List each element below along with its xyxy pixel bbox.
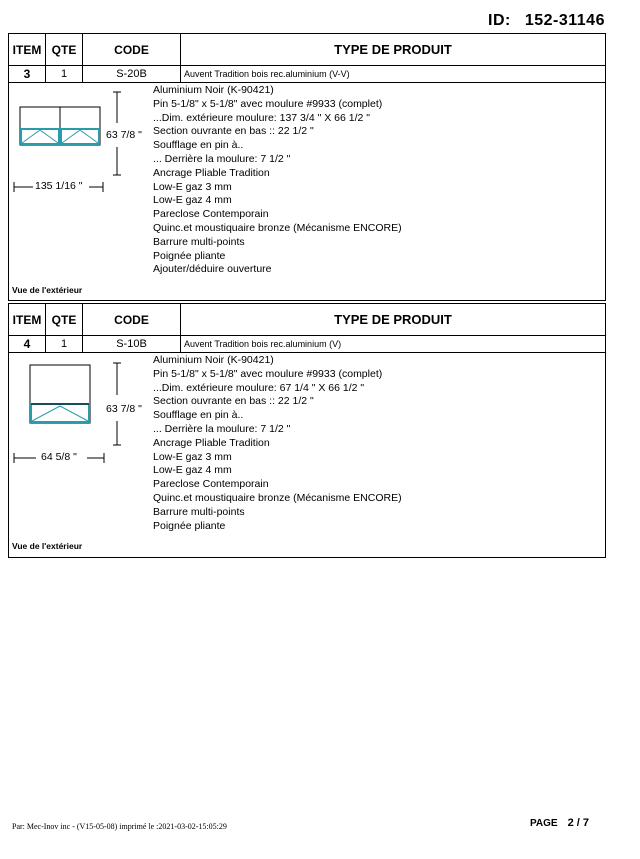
spec-line: ... Derrière la moulure: 7 1/2 " [153, 422, 291, 435]
glass-pane [31, 404, 89, 422]
item-number: 3 [9, 66, 46, 82]
spec-line: Low-E gaz 3 mm [153, 450, 232, 463]
spec-line: Pareclose Contemporain [153, 208, 269, 221]
height-dimension: 63 7/8 " [106, 129, 142, 141]
spec-line: ... Derrière la moulure: 7 1/2 " [153, 152, 291, 165]
spec-line: ...Dim. extérieure moulure: 67 1/4 " X 66 1/2 " [153, 381, 365, 394]
spec-line: Aluminium Noir (K-90421) [153, 84, 274, 96]
document-id [488, 12, 605, 30]
spec-line: Pin 5-1/8" x 5-1/8" avec moulure #9933 (complet) [153, 367, 383, 380]
glass-pane-left [21, 129, 59, 144]
spec-line: ...Dim. extérieure moulure: 137 3/4 " X 66 1/2 " [153, 111, 370, 124]
header-code: CODE [83, 34, 181, 65]
table-header [9, 34, 605, 66]
item-code: S-10B [83, 336, 181, 352]
height-dimension: 63 7/8 " [106, 403, 142, 415]
header-item: ITEM [9, 34, 46, 65]
item-section-4 [8, 303, 606, 558]
spec-list [153, 354, 402, 533]
table-header [9, 304, 605, 336]
header-type: TYPE DE PRODUIT [334, 42, 452, 57]
window-drawing [9, 353, 169, 557]
spec-line: Soufflage en pin à.. [153, 409, 244, 422]
width-dimension: 64 5/8 " [41, 451, 77, 463]
page-number: 2 / 7 [567, 817, 590, 829]
glass-pane-right [61, 129, 99, 144]
spec-line: Quinc.et moustiquaire bronze (Mécanisme ENCORE) [153, 221, 402, 234]
spec-list [153, 84, 402, 277]
footer-print-info: Par: Mec-Inov inc - (V15-05-08) imprimé le :2021-03-02-15:05:29 [12, 822, 227, 831]
spec-line: Section ouvrante en bas :: 22 1/2 " [153, 395, 314, 408]
view-label: Vue de l'extérieur [12, 285, 83, 295]
spec-line: Low-E gaz 4 mm [153, 464, 232, 477]
header-item: ITEM [9, 304, 46, 335]
spec-line: Ancrage Pliable Tradition [153, 436, 270, 449]
spec-line: Poignée pliante [153, 519, 226, 532]
view-label: Vue de l'extérieur [12, 541, 83, 551]
item-number: 4 [9, 336, 46, 352]
page-label: PAGE [530, 818, 558, 829]
spec-line: Ancrage Pliable Tradition [153, 166, 270, 179]
width-dimension: 135 1/16 " [35, 180, 83, 192]
item-qte: 1 [46, 66, 83, 82]
spec-line: Section ouvrante en bas :: 22 1/2 " [153, 125, 314, 138]
item-row [9, 66, 605, 83]
spec-line: Barrure multi-points [153, 505, 245, 518]
document-id-label: ID: [488, 12, 511, 29]
spec-line: Quinc.et moustiquaire bronze (Mécanisme ENCORE) [153, 491, 402, 504]
spec-line: Low-E gaz 3 mm [153, 180, 232, 193]
header-type: TYPE DE PRODUIT [334, 312, 452, 327]
header-code: CODE [83, 304, 181, 335]
document-id-value: 152-31146 [524, 12, 605, 29]
spec-line: Poignée pliante [153, 249, 226, 262]
spec-line: Pareclose Contemporain [153, 478, 269, 491]
spec-line: Soufflage en pin à.. [153, 139, 244, 152]
window-drawing [9, 83, 169, 300]
item-section-3 [8, 33, 606, 301]
spec-line: Barrure multi-points [153, 235, 245, 248]
item-code: S-20B [83, 66, 181, 82]
spec-line: Pin 5-1/8" x 5-1/8" avec moulure #9933 (complet) [153, 97, 383, 110]
header-qte: QTE [46, 34, 83, 65]
spec-line: Aluminium Noir (K-90421) [153, 354, 274, 366]
spec-line: Low-E gaz 4 mm [153, 194, 232, 207]
item-qte: 1 [46, 336, 83, 352]
spec-line: Ajouter/déduire ouverture [153, 263, 272, 276]
item-body [9, 83, 605, 300]
item-body [9, 353, 605, 557]
header-qte: QTE [46, 304, 83, 335]
item-type: Auvent Tradition bois rec.aluminium (V) [184, 339, 342, 349]
item-row [9, 336, 605, 353]
item-type: Auvent Tradition bois rec.aluminium (V-V) [184, 69, 350, 79]
page-indicator [530, 817, 589, 829]
